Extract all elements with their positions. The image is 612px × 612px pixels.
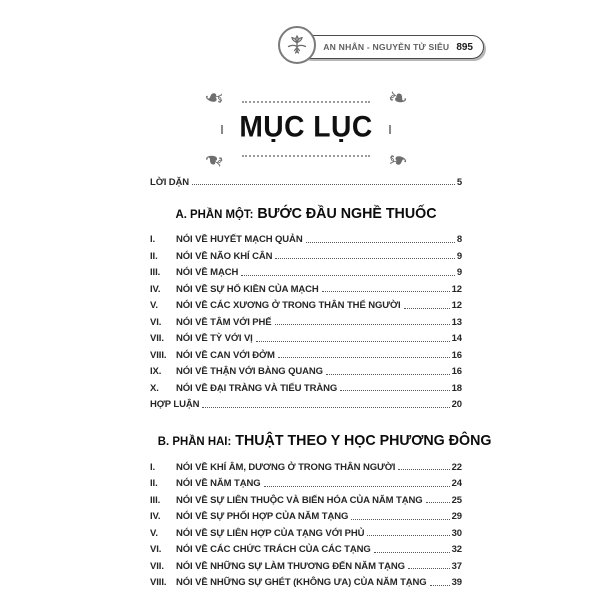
toc-entry-page: 24 xyxy=(451,478,462,489)
toc-entry-row xyxy=(150,262,462,279)
dotted-leader xyxy=(306,242,455,243)
toc-entry-numeral: X. xyxy=(150,382,159,394)
toc-entry-label: NÓI VỀ CÁC CHỨC TRÁCH CỦA CÁC TẠNG xyxy=(176,544,371,555)
toc-entry-row xyxy=(150,328,462,345)
floral-ornament-icon: ❧ xyxy=(385,144,411,176)
dotted-leader xyxy=(340,390,449,391)
toc-entry-row xyxy=(150,171,462,188)
toc-entry-page: 12 xyxy=(451,283,462,295)
toc-entry-row xyxy=(150,539,462,556)
toc-entry-row xyxy=(150,361,462,378)
toc-entry-numeral: II. xyxy=(150,250,158,262)
toc-entry-label: HỢP LUẬN xyxy=(150,399,200,410)
dotted-leader xyxy=(275,258,454,259)
toc-entry-page: 14 xyxy=(451,333,462,344)
toc-entry-row xyxy=(150,473,462,490)
toc-entry-row xyxy=(150,572,462,589)
toc-entry-label: NÓI VỀ KHÍ ÂM, DƯƠNG Ở TRONG THÂN NGƯỜI xyxy=(176,461,396,473)
toc-entry-numeral: VII. xyxy=(150,560,164,572)
section-a-heading-title: BƯỚC ĐẦU NGHỀ THUỐC xyxy=(253,204,437,222)
dotted-leader xyxy=(374,552,450,553)
dotted-border-bottom xyxy=(242,155,370,157)
toc-entry-label: NÓI VỀ HUYẾT MẠCH QUẢN xyxy=(176,234,303,245)
toc-entry-page: 5 xyxy=(456,176,462,188)
dotted-leader xyxy=(192,184,455,185)
book-author-title: AN NHÂN - NGUYỄN TỬ SIÊU xyxy=(323,42,450,52)
toc-entry-label: NÓI VỀ CÁC XƯƠNG Ở TRONG THÂN THỂ NGƯỜI xyxy=(176,300,401,311)
dotted-leader xyxy=(426,502,450,503)
toc-entry-label: NÓI VỀ NĂM TẠNG xyxy=(176,478,261,489)
toc-entry-row xyxy=(150,295,462,312)
toc-entry-page: 29 xyxy=(451,511,462,522)
toc-entry-page: 8 xyxy=(456,234,462,245)
ginseng-plant-logo-icon xyxy=(278,26,316,64)
toc-entry-page: 22 xyxy=(451,461,462,473)
toc-entry-page: 13 xyxy=(451,316,462,328)
dotted-leader xyxy=(256,341,450,342)
toc-entry-label: LỜI DẶN xyxy=(150,176,190,188)
toc-entry-label: NÓI VỀ SỰ PHỐI HỢP CỦA NĂM TẠNG xyxy=(176,511,349,522)
toc-entry-label: NÓI VỀ SỰ HỔ KIỀN CỦA MẠCH xyxy=(176,283,319,295)
dotted-leader xyxy=(322,291,450,292)
toc-entry-numeral: VII. xyxy=(150,333,164,344)
toc-entry-label: NÓI VỀ SỰ LIÊN THUỘC VÀ BIẾN HÓA CỦA NĂM TẠNG xyxy=(176,494,423,506)
section-a-heading-prefix: A. PHẦN MỘT: xyxy=(175,206,254,221)
dotted-leader xyxy=(278,357,450,358)
toc-entry-page: 20 xyxy=(451,399,462,410)
toc-entry-row xyxy=(150,377,462,394)
dotted-leader xyxy=(398,469,449,470)
floral-ornament-icon: ❧ xyxy=(201,82,227,114)
toc-entry-numeral: VIII. xyxy=(150,349,167,361)
toc-page-title: MỤC LỤC xyxy=(239,110,373,144)
dotted-leader xyxy=(404,308,450,309)
toc-entry-row xyxy=(150,344,462,361)
toc-entry-numeral: V. xyxy=(150,527,158,539)
toc-entry-numeral: III. xyxy=(150,267,161,278)
toc-entry-row xyxy=(150,394,462,411)
toc-entry-label: NÓI VỀ SỰ LIÊN HỢP CỦA TẠNG VỚI PHỦ xyxy=(176,527,365,539)
section-a-entries xyxy=(150,229,462,394)
toc-entry-row xyxy=(150,311,462,328)
section-b-heading-title: THUẬT THEO Y HỌC PHƯƠNG ĐÔNG xyxy=(231,432,492,449)
toc-entry-label: NÓI VỀ NHỮNG SỰ LÀM THƯƠNG ĐẾN NĂM TẠNG xyxy=(176,560,405,572)
toc-entry-label: NÓI VỀ NÃO KHÍ CÂN xyxy=(176,250,273,262)
dotted-leader xyxy=(202,407,449,408)
toc-entry-row xyxy=(150,489,462,506)
dotted-leader xyxy=(275,324,450,325)
section-a-heading xyxy=(158,205,454,222)
dotted-leader xyxy=(367,535,449,536)
dotted-leader xyxy=(351,519,449,520)
floral-ornament-icon: ❧ xyxy=(201,144,227,176)
toc-entry-label: NÓI VỀ CAN VỚI ĐỞM xyxy=(176,349,275,361)
dotted-leader xyxy=(408,568,450,569)
toc-entry-page: 37 xyxy=(451,560,462,572)
toc-entry-page: 18 xyxy=(451,382,462,394)
toc-entry-page: 30 xyxy=(451,527,462,539)
toc-entry-page: 39 xyxy=(451,577,462,588)
toc-entry-numeral: III. xyxy=(150,494,161,506)
toc-entry-numeral: VIII. xyxy=(150,577,167,588)
dotted-border-top xyxy=(242,101,370,103)
toc-entry-label: NÓI VỀ MẠCH xyxy=(176,267,239,278)
toc-entry-row xyxy=(150,522,462,539)
toc-entry-page: 16 xyxy=(451,366,462,377)
toc-entry-page: 9 xyxy=(456,250,462,262)
toc-entry-label: NÓI VỀ TÂM VỚI PHẾ xyxy=(176,316,272,328)
toc-entry-row xyxy=(150,245,462,262)
toc-entry-numeral: I. xyxy=(150,461,156,473)
toc-entry-page: 32 xyxy=(451,544,462,555)
toc-entry-page: 9 xyxy=(456,267,462,278)
toc-entry-numeral: II. xyxy=(150,478,158,489)
toc-entry-label: NÓI VỀ NHỮNG SỰ GHÉT (KHÔNG ƯA) CỦA NĂM TẠNG xyxy=(176,577,427,588)
toc-title-frame xyxy=(201,82,411,176)
toc-entry-numeral: VI. xyxy=(150,316,162,328)
toc-entry-row xyxy=(150,456,462,473)
dotted-leader xyxy=(264,486,450,487)
book-page-number: 895 xyxy=(456,41,473,53)
toc-entry-row xyxy=(150,555,462,572)
toc-entry-numeral: IV. xyxy=(150,283,161,295)
toc-entry-label: NÓI VỀ TỲ VỚI VỊ xyxy=(176,333,253,344)
toc-entry-numeral: I. xyxy=(150,234,156,245)
toc-entry-row xyxy=(150,229,462,246)
dotted-leader xyxy=(241,275,455,276)
toc-entry-numeral: IX. xyxy=(150,366,162,377)
toc-entry-page: 25 xyxy=(451,494,462,506)
floral-ornament-icon: ❧ xyxy=(385,82,411,114)
dotted-leader xyxy=(326,374,450,375)
toc-entry-row xyxy=(150,278,462,295)
toc-entry-page: 12 xyxy=(451,300,462,311)
section-b-heading xyxy=(157,432,492,449)
toc-entry-row xyxy=(150,506,462,523)
toc-entry-label: NÓI VỀ ĐẠI TRÀNG VÀ TIỂU TRÀNG xyxy=(176,382,338,394)
section-b-heading-prefix: B. PHẦN HAI: xyxy=(157,434,232,448)
dotted-leader xyxy=(430,585,450,586)
section-b-entries xyxy=(150,456,462,588)
toc-entry-numeral: IV. xyxy=(150,511,161,522)
toc-entry-numeral: VI. xyxy=(150,544,162,555)
toc-entry-page: 16 xyxy=(451,349,462,361)
toc-entry-label: NÓI VỀ THẬN VỚI BÀNG QUANG xyxy=(176,366,323,377)
toc-entry-numeral: V. xyxy=(150,300,158,311)
